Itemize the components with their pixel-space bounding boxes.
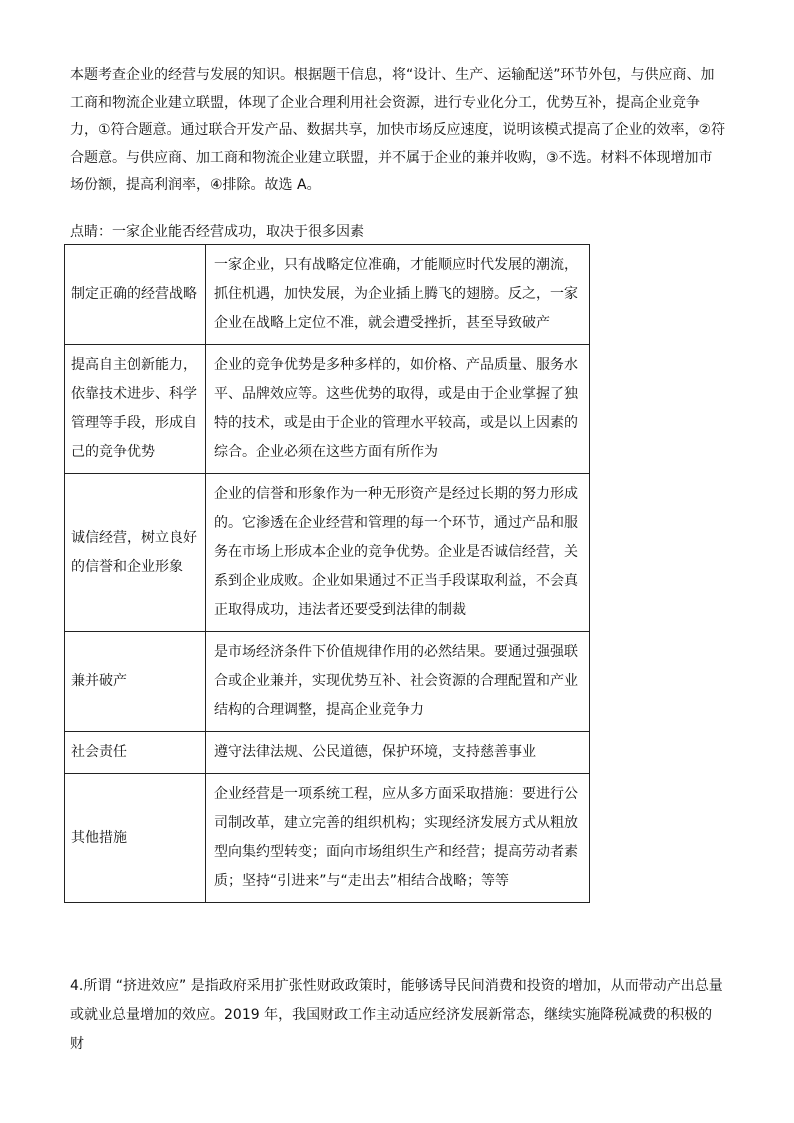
- factor-cell: 制定正确的经营战略: [65, 245, 206, 345]
- table-row: [65, 732, 590, 774]
- table-row: [65, 245, 590, 345]
- question-4-paragraph: 4.所谓 “挤进效应” 是指政府采用扩张性财政政策时，能够诱导民间消费和投资的增加，从而带动产出总量或就业总量增加的效应。2019 年，我国财政工作主动适应经济发展新常态，继续实施降税减费的积极的财: [70, 978, 723, 1052]
- analysis-paragraph: 本题考查企业的经营与发展的知识。根据题干信息，将“设计、生产、运输配送”环节外包，与供应商、加工商和物流企业建立联盟，体现了企业合理利用社会资源，进行专业化分工，优势互补，提高企业竞争力，①符合题意。通过联合开发产品、数据共享，加快市场反应速度，说明该模式提高了企业的效率，②符合题意。与供应商、加工商和物流企业建立联盟，并不属于企业的兼并收购，③不选。材料不体现增加市场份额，提高利润率，④排除。故选 A。: [70, 67, 726, 193]
- detail-cell: 企业的竞争优势是多种多样的，如价格、产品质量、服务水平、品牌效应等。这些优势的取得，或是由于企业掌握了独特的技术，或是由于企业的管理水平较高，或是以上因素的综合。企业必须在这些方面有所作为: [206, 345, 590, 474]
- detail-cell: 企业经营是一项系统工程，应从多方面采取措施：要进行公司制改革，建立完善的组织机构；实现经济发展方式从粗放型向集约型转变；面向市场组织生产和经营；提高劳动者素质；坚持“引进来”与“走出去”相结合战略；等等: [206, 774, 590, 903]
- detail-cell: 企业的信誉和形象作为一种无形资产是经过长期的努力形成的。它渗透在企业经营和管理的每一个环节，通过产品和服务在市场上形成本企业的竞争优势。企业是否诚信经营，关系到企业成败。企业如果通过不正当手段谋取利益，不会真正取得成功，违法者还要受到法律的制裁: [206, 474, 590, 632]
- factor-cell: 社会责任: [65, 732, 206, 774]
- detail-cell: 是市场经济条件下价值规律作用的必然结果。要通过强强联合或企业兼并，实现优势互补、社会资源的合理配置和产业结构的合理调整，提高企业竞争力: [206, 632, 590, 732]
- factor-cell: 提高自主创新能力，依靠技术进步、科学管理等手段，形成自己的竞争优势: [65, 345, 206, 474]
- factor-cell: 诚信经营，树立良好的信誉和企业形象: [65, 474, 206, 632]
- detail-cell: 遵守法律法规、公民道德，保护环境，支持慈善事业: [206, 732, 590, 774]
- factor-cell: 兼并破产: [65, 632, 206, 732]
- table-row: [65, 474, 590, 632]
- table-row: [65, 345, 590, 474]
- factors-table: [64, 244, 590, 903]
- detail-cell: 一家企业，只有战略定位准确，才能顺应时代发展的潮流，抓住机遇，加快发展，为企业插上腾飞的翅膀。反之，一家企业在战略上定位不准，就会遭受挫折，甚至导致破产: [206, 245, 590, 345]
- table-row: [65, 632, 590, 732]
- factor-cell: 其他措施: [65, 774, 206, 903]
- table-row: [65, 774, 590, 903]
- tip-line: 点睛：一家企业能否经营成功，取决于很多因素: [70, 224, 364, 240]
